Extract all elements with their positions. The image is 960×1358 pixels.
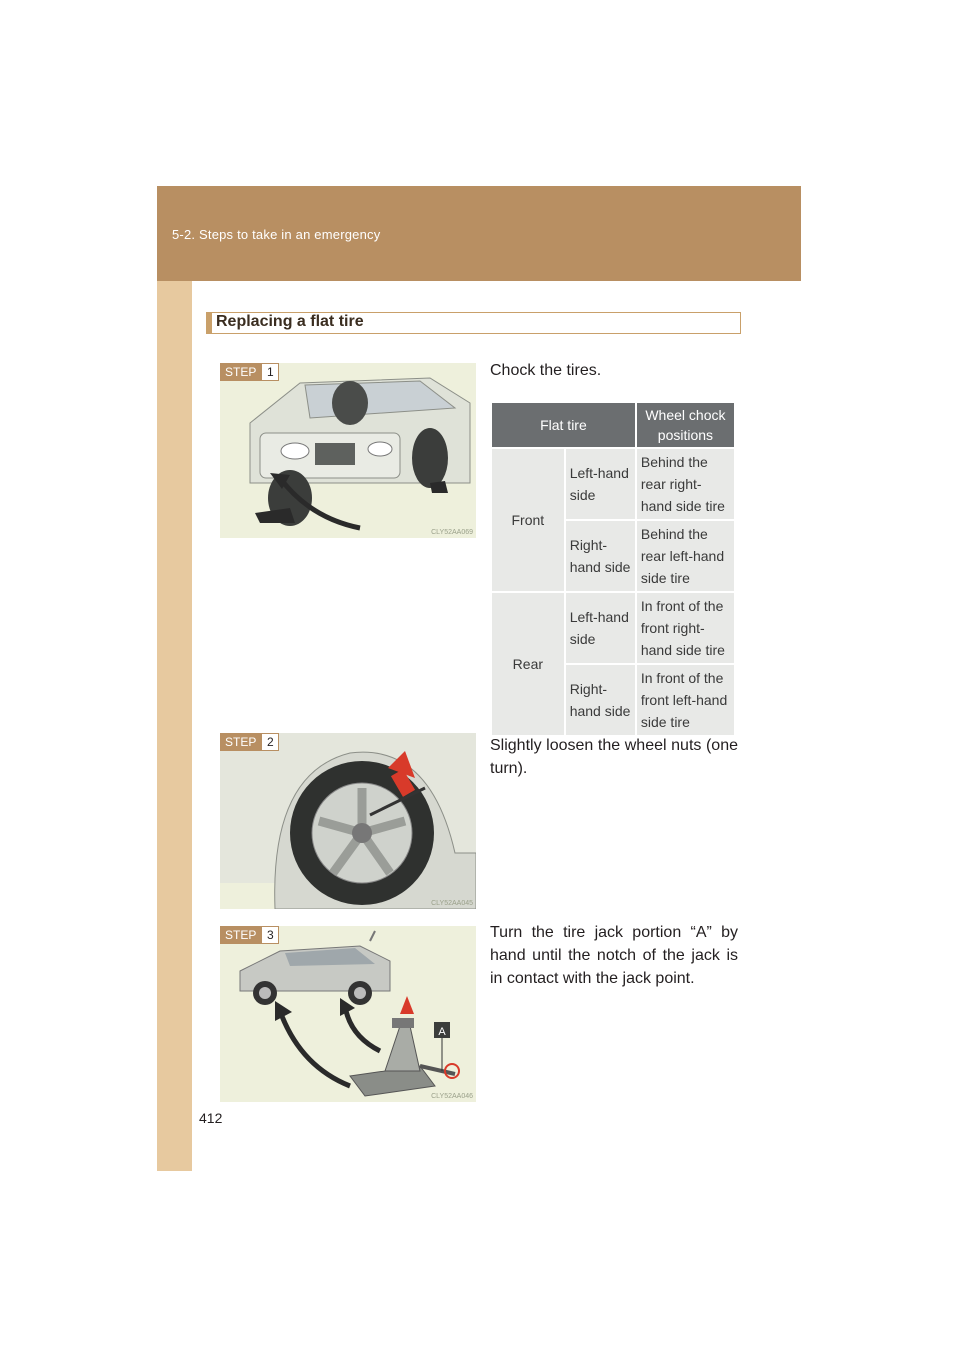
step2-figure — [220, 733, 476, 909]
section-title: Replacing a flat tire — [216, 313, 364, 330]
step-label: STEP — [220, 733, 261, 751]
chock-cell: Behind the rear right-hand side tire — [637, 449, 734, 519]
side-cell: Left-hand side — [566, 449, 635, 519]
step-number: 2 — [261, 733, 279, 751]
step2-badge — [220, 733, 279, 751]
step3-figure — [220, 926, 476, 1102]
jack-illustration — [220, 926, 476, 1102]
header-chock-positions: Wheel chock positions — [637, 403, 734, 447]
step3-text: Turn the tire jack portion “A” by hand until the notch of the jack is in contact with the jack point. — [490, 924, 738, 987]
chock-cell: Behind the rear left-hand side tire — [637, 521, 734, 591]
step-label: STEP — [220, 926, 261, 944]
step-label: STEP — [220, 363, 261, 381]
side-cell: Left-hand side — [566, 593, 635, 663]
side-cell: Right-hand side — [566, 521, 635, 591]
position-front: Front — [492, 449, 564, 591]
chapter-header: 5-2. Steps to take in an emergency — [172, 227, 381, 242]
callout-a: A — [438, 1026, 446, 1038]
side-strip — [157, 186, 192, 1171]
step1-badge — [220, 363, 279, 381]
wheel-nut-wrench-illustration — [220, 733, 476, 909]
position-rear: Rear — [492, 593, 564, 735]
step-number: 3 — [261, 926, 279, 944]
step3-badge — [220, 926, 279, 944]
step-number: 1 — [261, 363, 279, 381]
side-cell: Right-hand side — [566, 665, 635, 735]
step1-text: Chock the tires. — [490, 362, 602, 379]
figure-code: CLY52AA046 — [431, 1093, 473, 1100]
figure-code: CLY52AA045 — [431, 900, 473, 907]
chock-cell: In front of the front right-hand side tire — [637, 593, 734, 663]
car-front-chock-illustration — [220, 363, 476, 538]
table-row — [492, 593, 734, 663]
step1-figure — [220, 363, 476, 538]
wheel-chock-table — [490, 401, 736, 737]
header-flat-tire: Flat tire — [492, 403, 635, 447]
step2-text: Slightly loosen the wheel nuts (one turn). — [490, 737, 738, 777]
page-number: 412 — [199, 1110, 223, 1126]
figure-code: CLY52AA069 — [431, 529, 473, 536]
table-row — [492, 449, 734, 519]
table-header-row — [492, 403, 734, 447]
chock-cell: In front of the front left-hand side tire — [637, 665, 734, 735]
